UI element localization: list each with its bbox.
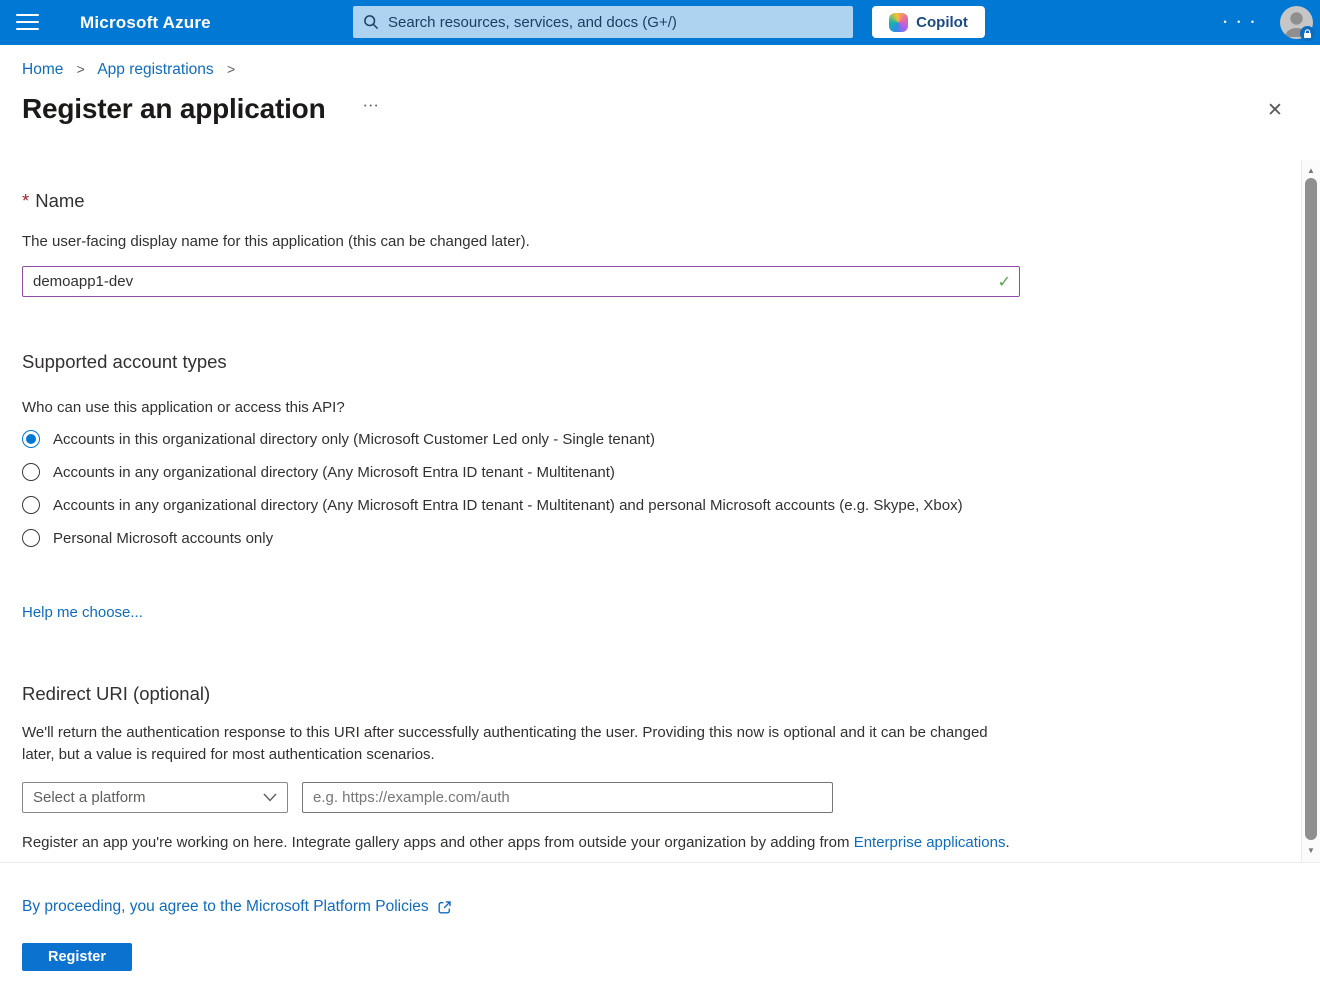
account-type-option-personal-only[interactable] bbox=[22, 527, 1002, 550]
radio-selected-icon[interactable] bbox=[22, 430, 40, 448]
lock-icon bbox=[1300, 26, 1315, 41]
scroll-down-icon[interactable]: ▼ bbox=[1307, 846, 1315, 855]
redirect-uri-controls bbox=[22, 782, 833, 813]
search-input[interactable] bbox=[388, 14, 843, 31]
required-asterisk: * bbox=[22, 190, 30, 211]
name-section-heading bbox=[22, 190, 85, 212]
platform-select-value: Select a platform bbox=[33, 789, 146, 806]
global-search[interactable] bbox=[353, 6, 853, 38]
close-icon[interactable]: ✕ bbox=[1267, 100, 1283, 121]
account-type-label: Accounts in any organizational directory (Any Microsoft Entra ID tenant - Multitenant) and personal Microsoft accounts (e.g. Skype, Xbox) bbox=[53, 497, 963, 514]
radio-unselected-icon[interactable] bbox=[22, 496, 40, 514]
breadcrumb-app-registrations[interactable]: App registrations bbox=[97, 61, 214, 78]
radio-unselected-icon[interactable] bbox=[22, 463, 40, 481]
vertical-scrollbar bbox=[1301, 160, 1320, 862]
redirect-uri-heading: Redirect URI (optional) bbox=[22, 683, 211, 704]
top-bar bbox=[0, 0, 1320, 45]
platform-select[interactable] bbox=[22, 782, 288, 813]
account-type-label: Accounts in this organizational directory only (Microsoft Customer Led only - Single tenant) bbox=[53, 431, 655, 448]
copilot-label: Copilot bbox=[916, 13, 968, 31]
enterprise-applications-link[interactable]: Enterprise applications bbox=[853, 834, 1006, 851]
app-name-input[interactable] bbox=[22, 266, 1020, 297]
account-type-label: Personal Microsoft accounts only bbox=[53, 530, 274, 547]
register-button[interactable]: Register bbox=[22, 943, 132, 971]
more-options-icon[interactable]: • • • bbox=[1223, 17, 1258, 27]
breadcrumb-home[interactable]: Home bbox=[22, 61, 64, 78]
platform-policies-link[interactable]: By proceeding, you agree to the Microsoft Platform Policies bbox=[22, 898, 429, 915]
page-title: Register an application bbox=[22, 93, 326, 124]
gallery-note-text: Register an app you're working on here. Integrate gallery apps and other apps from outside your organization by adding from bbox=[22, 834, 854, 851]
radio-unselected-icon[interactable] bbox=[22, 529, 40, 547]
footer bbox=[0, 862, 1320, 990]
chevron-down-icon bbox=[263, 793, 277, 802]
redirect-uri-input[interactable] bbox=[302, 782, 833, 813]
account-type-radio-group bbox=[22, 428, 1002, 560]
gallery-note-suffix: . bbox=[1005, 834, 1010, 851]
scrollbar-thumb[interactable] bbox=[1305, 178, 1317, 840]
form-content bbox=[0, 135, 1300, 862]
breadcrumb-separator: > bbox=[226, 61, 236, 77]
account-type-option-multitenant[interactable] bbox=[22, 461, 1002, 484]
avatar[interactable] bbox=[1280, 6, 1313, 39]
breadcrumb bbox=[22, 61, 244, 79]
valid-check-icon: ✓ bbox=[997, 274, 1011, 291]
help-me-choose-link[interactable]: Help me choose... bbox=[22, 604, 143, 621]
platform-policies-row bbox=[22, 898, 453, 916]
account-type-option-multitenant-personal[interactable] bbox=[22, 494, 1002, 517]
external-link-icon[interactable] bbox=[436, 899, 453, 916]
account-type-option-single-tenant[interactable] bbox=[22, 428, 1002, 451]
name-label: Name bbox=[35, 190, 85, 211]
account-type-label: Accounts in any organizational directory (Any Microsoft Entra ID tenant - Multitenant) bbox=[53, 464, 615, 481]
account-types-heading: Supported account types bbox=[22, 351, 227, 372]
page-more-icon[interactable]: ••• bbox=[364, 103, 381, 110]
hamburger-menu-icon[interactable] bbox=[16, 14, 39, 31]
search-icon bbox=[363, 14, 379, 30]
copilot-button[interactable] bbox=[872, 6, 985, 38]
scroll-up-icon[interactable]: ▲ bbox=[1307, 166, 1315, 175]
gallery-note bbox=[22, 834, 1010, 851]
account-types-question: Who can use this application or access this API? bbox=[22, 399, 345, 416]
redirect-uri-description: We'll return the authentication response to this URI after successfully authenticating the user. Providing this now is optional and it can be changed later, but a value is required for most authentication scenarios. bbox=[22, 724, 988, 763]
copilot-icon bbox=[889, 13, 908, 32]
brand-title: Microsoft Azure bbox=[80, 13, 211, 32]
breadcrumb-separator: > bbox=[76, 61, 85, 77]
name-description: The user-facing display name for this application (this can be changed later). bbox=[22, 233, 530, 250]
